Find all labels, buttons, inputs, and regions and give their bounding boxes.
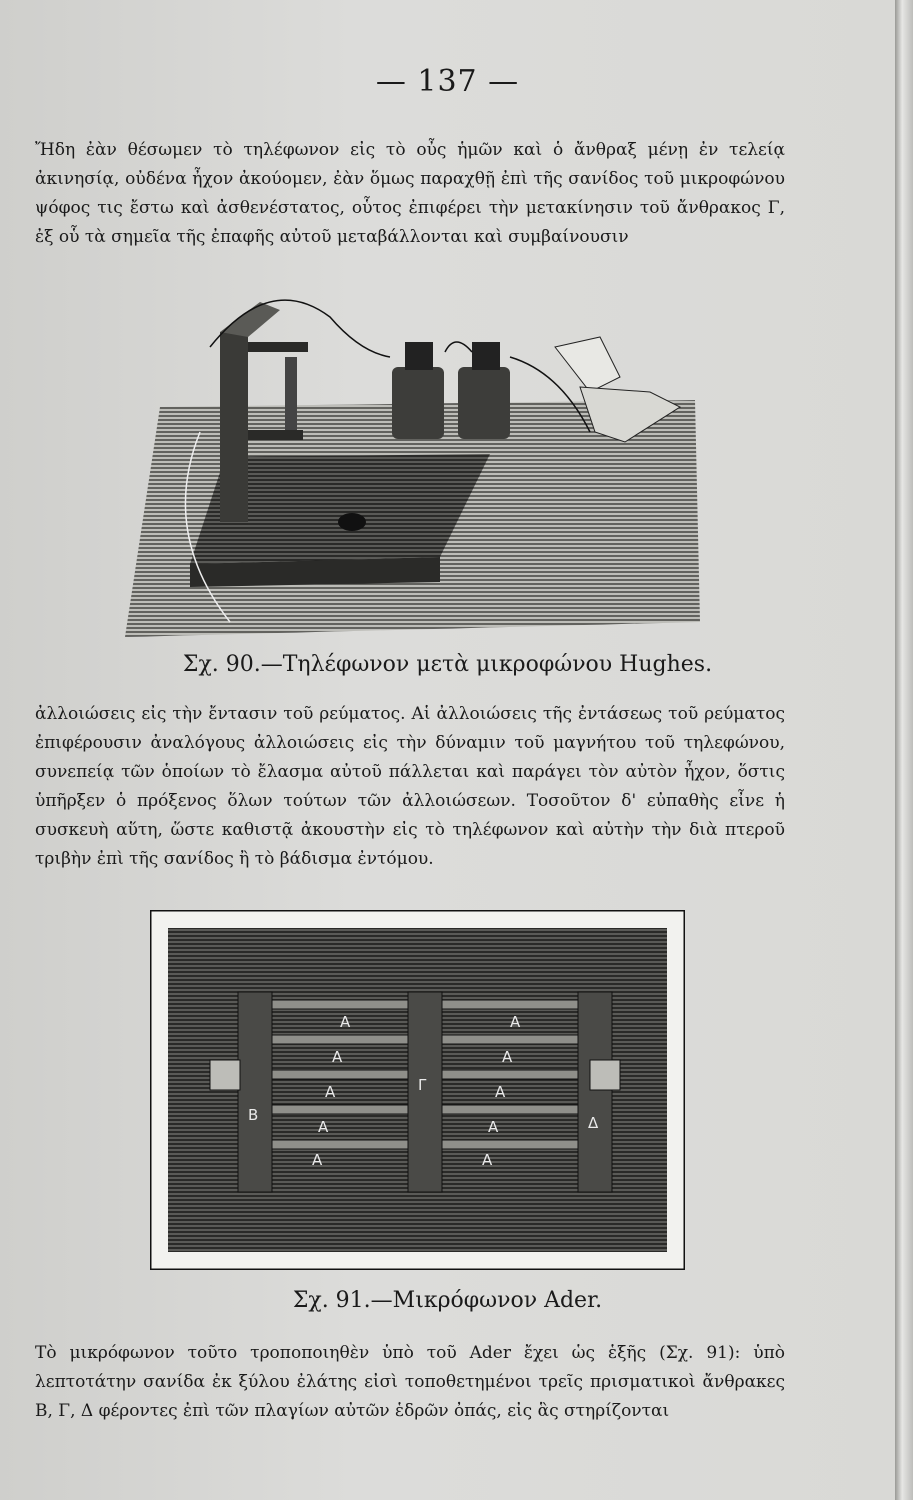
label-a-1: A bbox=[340, 1013, 351, 1031]
figure-90-illustration bbox=[120, 282, 700, 642]
page-number: — 137 — bbox=[375, 64, 520, 99]
paragraph-1: Ἤδη ἐὰν θέσωμεν τὸ τηλέφωνον εἰς τὸ οὖς ἡμῶν καὶ ὁ ἄνθραξ μένῃ ἐν τελείᾳ ἀκινησίᾳ, οὐδένα ἦχον ἀκούομεν, ἐὰν ὅμως παραχθῇ ἐπὶ τῆς σανίδος τοῦ μικροφώνου ψόφος τις ἔστω καὶ ἀσθενέστατος, οὗτος ἐπιφέρει τὴν μετακίνησιν τοῦ ἄνθρακος Γ, ἐξ οὗ τὰ σημεῖα τῆς ἐπαφῆς αὐτοῦ μεταβάλλονται καὶ συμβαίνουσιν bbox=[35, 140, 785, 247]
label-a-4: A bbox=[318, 1118, 329, 1136]
label-b: B bbox=[248, 1106, 259, 1124]
paragraph-2: ἀλλοιώσεις εἰς τὴν ἔντασιν τοῦ ρεύματος. Αἱ ἀλλοιώσεις τῆς ἐντάσεως τοῦ ρεύματος ἐπιφέρουσιν ἀναλόγους ἀλλοιώσεις εἰς τὴν δύναμιν τοῦ μαγνήτου τοῦ τηλεφώνου, συνεπείᾳ τῶν ὁποίων τὸ ἔλασμα αὐτοῦ πάλλεται καὶ παράγει τὸν αὐτὸν ἦχον, ὅστις ὑπῆρξεν ὁ πρόξενος ὅλων τούτων τῶν ἀλλοιώσεων. Τοσοῦτον δ' εὐπαθὴς εἶνε ἡ συσκευὴ αὕτη, ὥστε καθιστᾷ ἀκουστὴν εἰς τὸ τηλέφωνον καὶ αὐτὴν τὴν διὰ πτεροῦ τριβὴν ἐπὶ τῆς σανίδος ἢ τὸ βάδισμα ἐντόμου. bbox=[35, 704, 785, 869]
label-a-6: A bbox=[510, 1013, 521, 1031]
figure-91-caption: Σχ. 91.—Μικρόφωνον Ader. bbox=[292, 1288, 603, 1313]
label-a-3: A bbox=[325, 1083, 336, 1101]
label-d: Δ bbox=[588, 1114, 599, 1132]
label-a-9: A bbox=[488, 1118, 499, 1136]
figure-90-caption: Σχ. 90.—Τηλέφωνον μετὰ μικροφώνου Hughes. bbox=[182, 652, 713, 677]
page-edge bbox=[895, 0, 913, 1500]
label-a-5: A bbox=[312, 1151, 323, 1169]
figure-91-illustration bbox=[150, 910, 685, 1270]
label-a-8: A bbox=[495, 1083, 506, 1101]
label-a-2: A bbox=[332, 1048, 343, 1066]
label-g: Γ bbox=[418, 1076, 427, 1094]
label-a-7: A bbox=[502, 1048, 513, 1066]
paragraph-3: Τὸ μικρόφωνον τοῦτο τροποποιηθὲν ὑπὸ τοῦ Ader ἔχει ὡς ἑξῆς (Σχ. 91): ὑπὸ λεπτοτάτην σανίδα ἐκ ξύλου ἐλάτης εἰσὶ τοποθετημένοι τρεῖς πρισματικοὶ ἄνθρακες Β, Γ, Δ φέροντες ἐπὶ τῶν πλαγίων αὐτῶν ἑδρῶν ὀπάς, εἰς ἃς στηρίζονται bbox=[35, 1343, 785, 1421]
label-a-10: A bbox=[482, 1151, 493, 1169]
